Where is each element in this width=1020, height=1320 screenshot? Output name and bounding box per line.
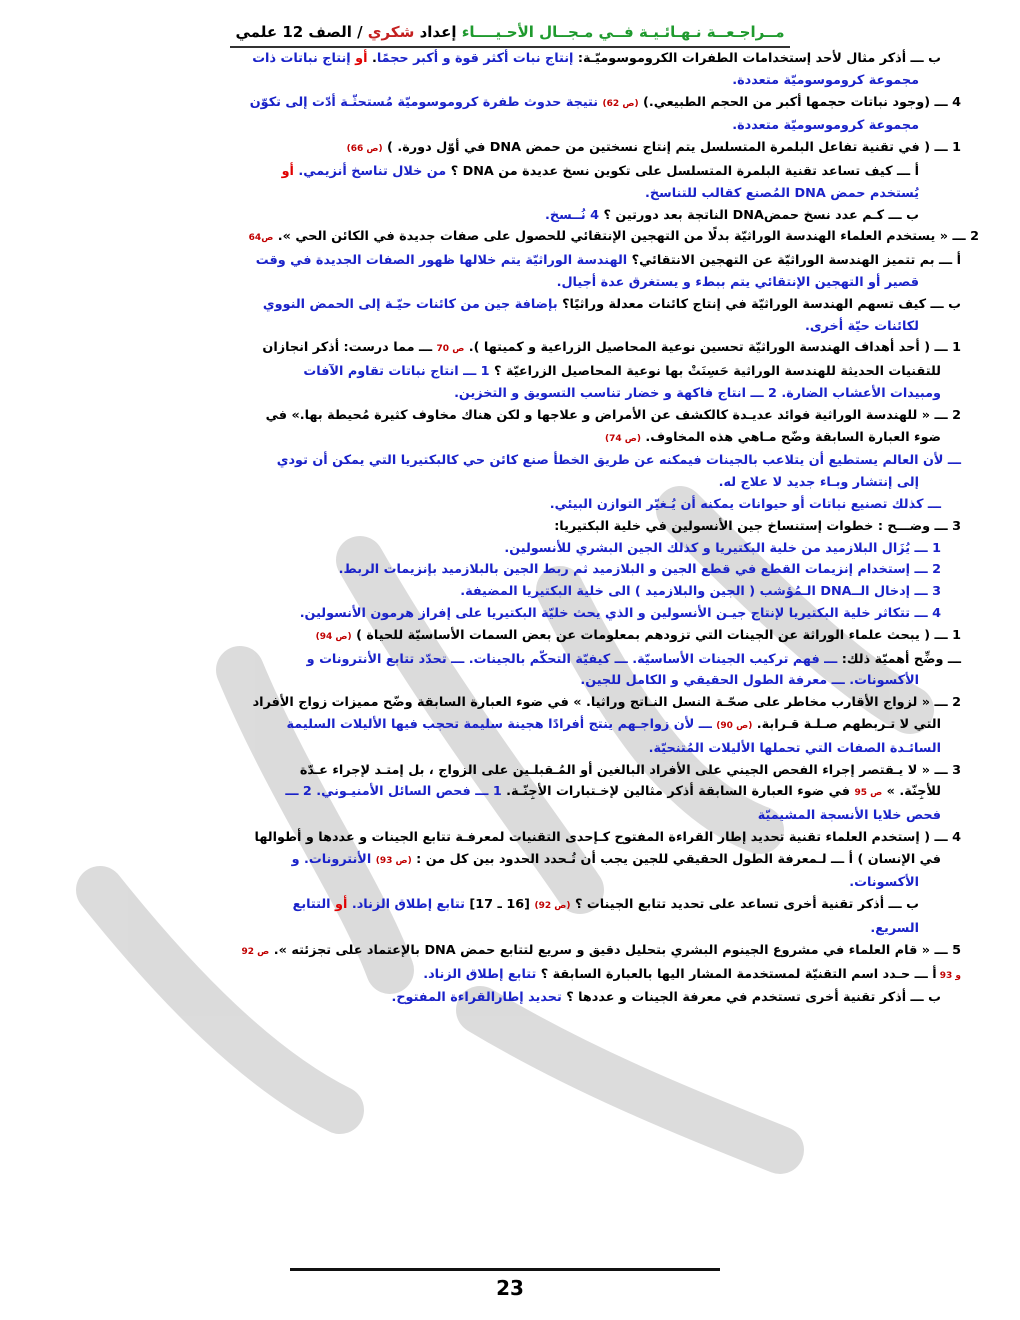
answer-text: نتيجة حدوث طفرة كروموسوميّة مُستحثّـة أدّت إلى تكوّن — [249, 94, 603, 110]
question-text: 4 ـــ ( إستخدم العلماء تقنية تحديد إطار القراءة المفتوح كـإحدى التقنيات لمعرفـة تتابع الجينات و عددها و أطوالها — [254, 829, 961, 845]
answer-text: ـــ لأن زواجـهم ينتج أفرادًا هجينة سليمة تحجب فيها الأليلات السليمة — [286, 716, 717, 732]
text-line — [24, 849, 979, 873]
question-text: [16 ـ 17] — [464, 897, 535, 913]
text-line — [24, 70, 979, 92]
question-text: ـــ وضِّح أهميّة ذلك: — [837, 651, 961, 667]
question-text: ب ـــ كـم عدد نسخ حمضDNA الناتجة بعد دورتين ؟ — [599, 207, 919, 223]
page-reference: (ص 93) — [375, 855, 412, 866]
answer-text: تحديد إطارالقراءة المفتوح. — [391, 990, 562, 1006]
text-line — [24, 472, 979, 494]
answer-text: السائـدة الصفات التي تحملها الأليلات المُتنحيّة. — [648, 740, 941, 756]
answer-text: إنتاج نباتات ذات — [252, 51, 356, 66]
text-line — [24, 918, 979, 940]
question-text: ـــ مما درست: أذكر انجازان — [262, 340, 437, 356]
text-line — [24, 294, 979, 316]
header-grade: / الصف 12 علمي — [235, 23, 363, 41]
text-line — [24, 226, 979, 250]
alternative-marker: أو — [330, 897, 352, 913]
answer-text: قصير أو التهجين الإنتقائي يتم ببطء و يستغرق عدة أجيال. — [556, 274, 919, 290]
question-text: 2 ـــ « يستخدم العلماء الهندسة الوراثيّة بدلًا من التهجين الإنتقائي للحصول على صفات جديدة في الكائن الحي ». — [273, 229, 979, 245]
answer-text: بإضافة جين من كائنات حيّـة إلى الحمض النووي — [262, 296, 558, 312]
header-author: شكري — [367, 23, 415, 41]
answer-text: ـــ لأن العالم يستطيع أن يتلاعب بالجينات فيمكنه عن طريق الخطأ صنع كائن حي كالبكتيريا التي يمكن أن تودي — [276, 453, 961, 469]
answer-text: 2 ـــ إستخدام إنزيمات القطع في قطع الجين و البلازميد ثم ربط الجين بالبلازميد بإنزيمات الربط. — [338, 562, 941, 578]
text-line — [24, 738, 979, 760]
question-text: ب ـــ أذكر مثال لأحد إستخدامات الطفرات الكروموسوميّـة: — [573, 51, 941, 66]
answer-text: الأكسونات. ـــ معرفة الطول الحقيقي و الكامل للجين. — [580, 673, 919, 689]
question-text: ضوء العبارة السابقة وضّح مـاهي هذه المخاوف. — [640, 429, 941, 445]
page-reference: (ص 92) — [534, 901, 571, 912]
text-line — [24, 559, 979, 581]
answer-text: من خلال تناسخ أنزيمي. — [298, 163, 447, 179]
text-line — [24, 964, 979, 988]
page-number: 23 — [496, 1276, 524, 1300]
answer-text: مجموعة كروموسوميّة متعددة. — [732, 72, 919, 88]
answer-text: السريع. — [870, 921, 919, 937]
page-reference: (ص 74) — [604, 433, 641, 444]
answer-text: التتابع — [292, 897, 331, 913]
alternative-marker: أو — [281, 163, 299, 179]
text-line — [24, 115, 979, 137]
question-text: 2 ـــ « للهندسة الوراثية فوائد عديـدة كالكشف عن الأمراض و علاجها و لكن هناك مخاوف كثيرة مُحيطة بها.» في — [265, 407, 961, 423]
answer-text: فحص خلايا الأنسجة المشيميّة — [757, 808, 941, 824]
header-subject: فــي مـجــال الأحـيــــاء — [461, 23, 634, 41]
text-line — [24, 692, 979, 714]
question-text: 1 ـــ ( أحد أهداف الهندسة الوراثيّة تحسين نوعية المحاصيل الزراعية و كميتها ). — [464, 340, 961, 356]
question-text: 3 ـــ « لا يـقتصر إجراء الفحص الجيني على الأفراد البالغين أو المُـقبلـين على الزواج ، بل إمتـد لإجراء عـدّة — [299, 762, 961, 778]
page-reference: ص64 — [248, 233, 274, 244]
alternative-marker: أو — [355, 51, 368, 66]
page-reference: ص 70 — [436, 344, 465, 355]
question-text: أ ـــ كيف تساعد تقنية البلمرة المتسلسل على تكوين نسخ عديدة من DNA ؟ — [446, 163, 919, 179]
answer-text: ـــ كذلك تصنيع نباتات أو حيوانات يمكنه أن يُـغيّر التوازن البيئي. — [549, 496, 941, 512]
answer-text: 4 نُــسخ. — [545, 207, 600, 223]
page-reference: (ص 62) — [602, 98, 639, 109]
answer-text: الأنترونات. و — [291, 851, 376, 867]
question-text: أ ـــ حـدد اسم التقنيّة لمستخدمة المشار اليها بالعبارة السابقة ؟ — [536, 966, 937, 982]
text-line — [24, 48, 979, 70]
text-line — [24, 538, 979, 560]
text-line — [24, 405, 979, 427]
text-line — [24, 161, 979, 183]
text-line — [24, 670, 979, 692]
question-text: في الإنسان ) أ ـــ لـمعرفة الطول الحقيقي للجين يجب أن تُـحدد الحدود بين كل من : — [411, 851, 941, 867]
text-line — [24, 781, 979, 805]
text-line — [24, 872, 979, 894]
answer-text: ـــ فهم تركيب الجينات الأساسيّة. ـــ كيفيّة التحكّم بالجينات. ـــ تحدّد تتابع الأنترونات و — [306, 651, 838, 667]
text-line — [24, 183, 979, 205]
text-line — [24, 272, 979, 294]
text-line — [24, 450, 979, 472]
text-line — [24, 383, 979, 405]
question-text: 5 ـــ « قام العلماء في مشروع الجينوم البشري بتحليل دقيق و سريع لتتابع حمض DNA بالإعتماد على تجزئته ». — [269, 942, 961, 958]
text-line — [24, 316, 979, 338]
question-text: 2 ـــ « لزواج الأقارب مخاطر على صحّـة النسل النـاتج وراثيا. » في ضوء العبارة السابقة وضّح مميزات زواج الأفراد — [252, 695, 961, 711]
question-text: للأجِنّة. » — [882, 784, 941, 800]
text-line — [24, 205, 979, 227]
answer-text: 4 ـــ تتكاثر خلية البكتيريا لإنتاج جيـن الأنسولين و الذي يحث خليّة البكتيريا على إفراز هرمون الأنسولين. — [299, 605, 941, 621]
text-line — [24, 494, 979, 516]
text-line — [24, 92, 979, 116]
text-line — [24, 361, 979, 383]
answer-text: 3 ـــ إدخال الــDNA الـمُؤشب ( الجين والبلازميد ) الى خلية البكتيريا المضيفة. — [460, 584, 941, 600]
question-text: 1 ـــ ( في تقنية تفاعل البلمرة المتسلسل يتم إنتاج نسختين من حمض DNA في أوّل دورة. ) — [382, 140, 961, 156]
page-reference: ص 95 — [854, 788, 883, 799]
answer-text: تتابع إطلاق الزناد. — [351, 897, 465, 913]
text-line — [24, 760, 979, 782]
question-text: للتقنيات الحديثة للهندسة الوراثية حَسِنَتْ بها نوعية المحاصيل الزراعيّة ؟ — [489, 364, 941, 380]
answer-text: 1 ـــ انتاج نباتات تقاوم الآفات — [303, 364, 490, 380]
question-text: 3 ـــ وضـــح : خطوات إستنساخ جين الأنسولين في خلية البكتيريا: — [554, 518, 961, 534]
question-text: التي لا تـربطهم صـلـة قـرابة. — [752, 716, 941, 732]
question-text: في ضوء العبارة السابقة أذكر مثالين لإخـتبارات الأجِنّـة. — [501, 784, 855, 800]
text-line — [24, 714, 979, 738]
page-reference: و 93 — [936, 970, 961, 981]
question-text: . — [367, 51, 377, 66]
page-header — [0, 22, 1020, 42]
answer-text: ومبيدات الأعشاب الضارة. 2 ـــ انتاج فاكهة و خضار تناسب التسويق و التخزين. — [454, 385, 941, 401]
text-line — [24, 581, 979, 603]
answer-text: الهندسة الوراثيّة يتم خلالها ظهور الصفات الجديدة في وقت — [255, 253, 628, 269]
text-line — [24, 940, 979, 964]
answer-text: إنتاج نبات أكثر قوة و أكبر حجمًا — [376, 51, 574, 66]
page-reference: (ص 66) — [346, 144, 383, 155]
page-reference: (ص 94) — [315, 631, 352, 642]
text-line — [24, 805, 979, 827]
answer-text: مجموعة كروموسوميّة متعددة. — [732, 118, 919, 134]
answer-text: الأكسونات. — [849, 875, 919, 891]
answer-text: يُستخدم حمض DNA المُصنع كقالب للتناسخ. — [645, 185, 919, 201]
header-title: مــراجـعــة نـهـائـيـة — [638, 23, 785, 41]
text-line — [24, 337, 979, 361]
question-text: ب ـــ أذكر تقنية أخرى تساعد على تحديد تتابع الجينات ؟ — [570, 897, 919, 913]
text-line — [24, 603, 979, 625]
footer-divider — [290, 1268, 720, 1271]
text-line — [24, 250, 979, 272]
question-text: ب ـــ أذكر تقنية أخرى تستخدم في معرفة الجينات و عددها ؟ — [561, 990, 941, 1006]
header-prepared-by: إعداد — [419, 23, 457, 41]
question-text: 1 ـــ ( يبحث علماء الوراثة عن الجينات التي تزودهم بمعلومات عن بعض السمات الأساسيّة للحياة ) — [351, 627, 961, 643]
document-body — [24, 48, 979, 1009]
text-line — [24, 827, 979, 849]
page-reference: (ص 90) — [716, 720, 753, 731]
text-line — [24, 987, 979, 1009]
question-text: 4 ـــ (وجود نباتات حجمها أكبر من الحجم الطبيعي.) — [638, 94, 961, 110]
text-line — [24, 516, 979, 538]
text-line — [24, 649, 979, 671]
answer-text: لكائنات حيّة أخرى. — [804, 318, 919, 334]
answer-text: تتابع إطلاق الزناد. — [423, 966, 537, 982]
question-text: ب ـــ كيف تسهم الهندسة الوراثيّة في إنتاج كائنات معدلة وراثيًا؟ — [557, 296, 961, 312]
answer-text: 1 ـــ فحص السائل الأمنيـوني. 2 ـــ — [285, 784, 502, 800]
answer-text: إلى إنتشار وبـاء جديد لا علاج له. — [718, 475, 919, 491]
page-reference: ص 92 — [241, 946, 270, 957]
text-line — [24, 625, 979, 649]
question-text: أ ـــ بم تتميز الهندسة الوراثيّة عن التهجين الانتقائي؟ — [627, 253, 961, 269]
text-line — [24, 427, 979, 451]
text-line — [24, 137, 979, 161]
text-line — [24, 894, 979, 918]
answer-text: 1 ـــ يُزَال البلازميد من خلية البكتيريا و كذلك الجين البشري للأنسولين. — [504, 540, 941, 556]
